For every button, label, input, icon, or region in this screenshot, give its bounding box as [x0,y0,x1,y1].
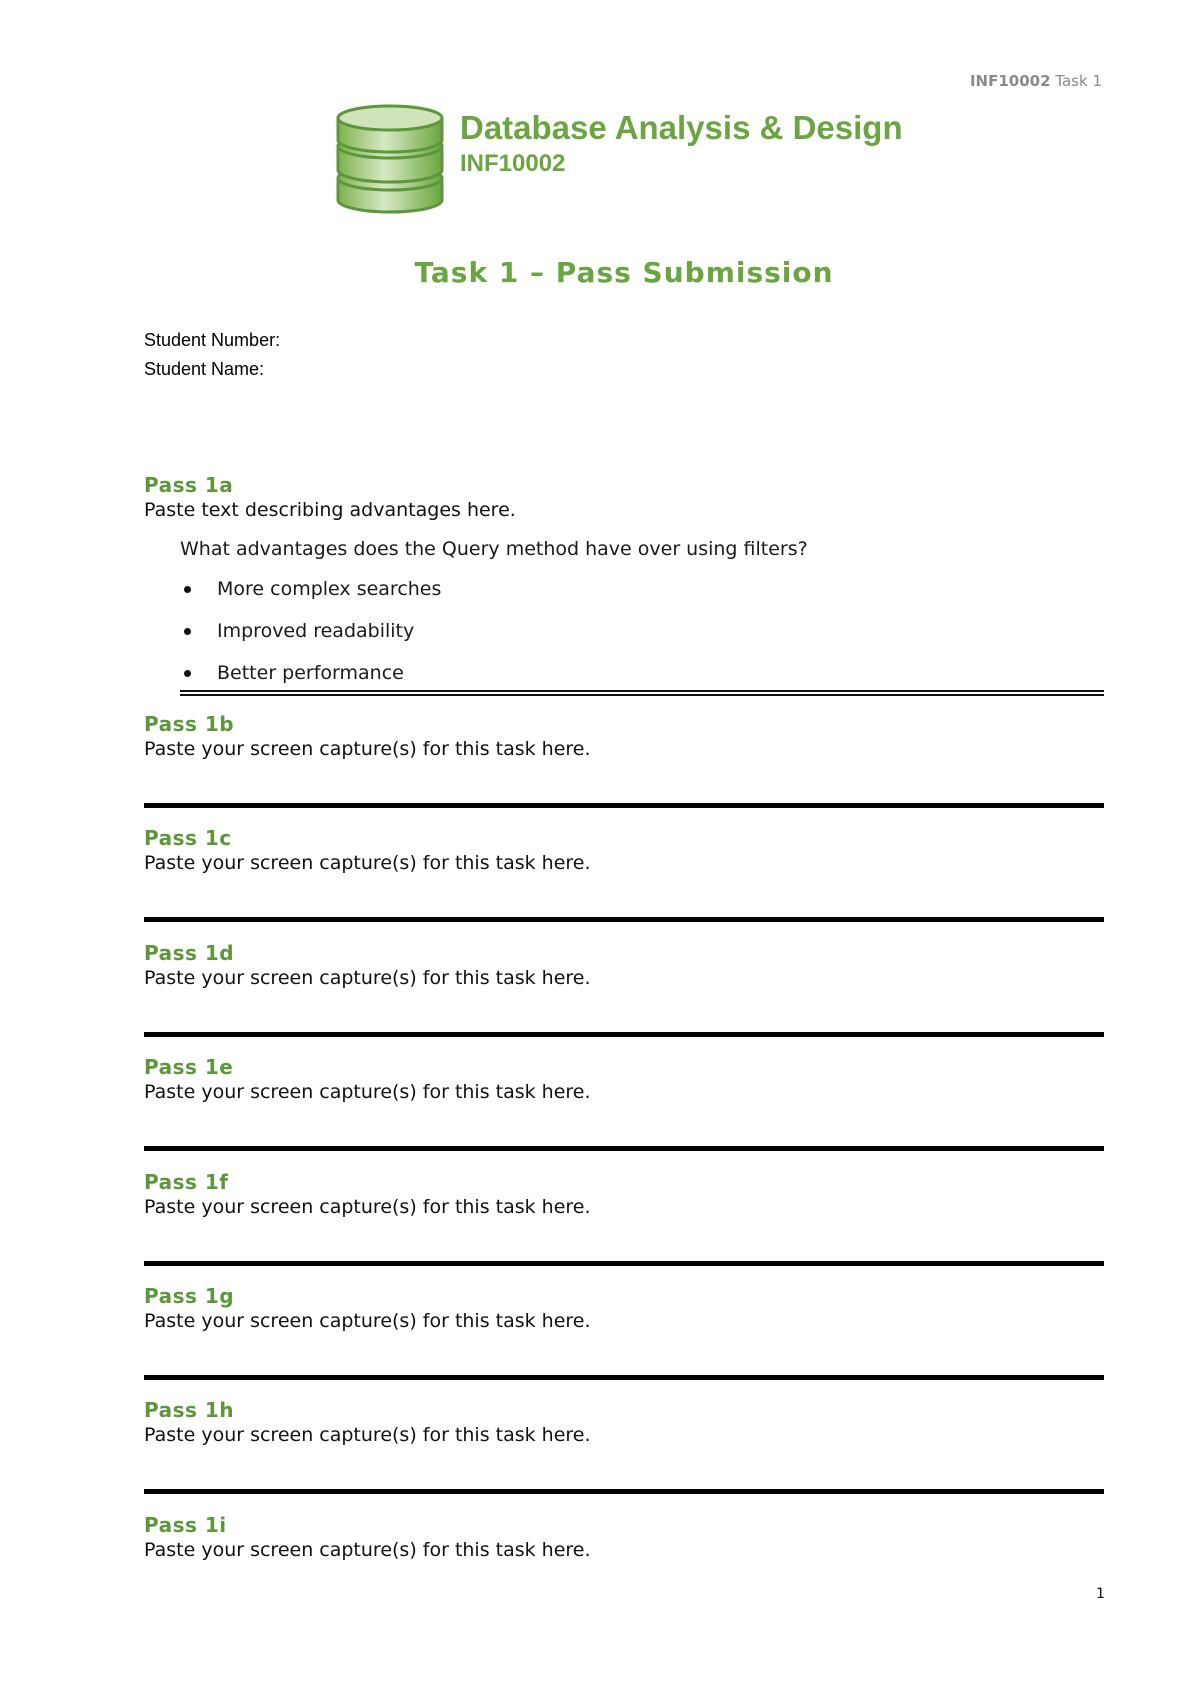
document-title: Task 1 – Pass Submission [414,256,834,289]
section-heading: Pass 1b [144,712,235,736]
header-reference [970,72,1102,90]
section-instruction: Paste your screen capture(s) for this task here. [144,1196,591,1218]
section-instruction: Paste text describing advantages here. [144,499,516,521]
section-pass-1a [144,472,1104,686]
list-item [180,660,1104,686]
section-instruction: Paste your screen capture(s) for this task here. [144,1310,591,1332]
list-item [180,576,1104,602]
header-task-label: Task 1 [1055,72,1102,90]
section-pass-1d [144,940,1104,990]
section-instruction: Paste your screen capture(s) for this task here. [144,1424,591,1446]
page-number: 1 [1096,1586,1105,1602]
answer-list [180,576,1104,686]
logo-subtitle: INF10002 [460,150,566,177]
divider [144,1489,1104,1494]
section-heading: Pass 1e [144,1055,234,1079]
list-item-text: Improved readability [217,620,415,642]
student-number-label: Student Number: [144,330,281,350]
bullet-icon [184,586,191,593]
logo [334,104,904,216]
section-pass-1e [144,1054,1104,1104]
divider [144,917,1104,922]
section-instruction: Paste your screen capture(s) for this task here. [144,1539,591,1561]
section-instruction: Paste your screen capture(s) for this task here. [144,852,591,874]
list-item-text: Better performance [217,662,404,684]
section-instruction: Paste your screen capture(s) for this task here. [144,1081,591,1103]
section-pass-1i [144,1512,1104,1562]
list-item-text: More complex searches [217,578,442,600]
divider-double [144,690,1104,696]
divider [144,803,1104,808]
section-heading: Pass 1h [144,1398,235,1422]
header-course-code: INF10002 [969,72,1051,90]
divider [144,1375,1104,1380]
section-pass-1g [144,1283,1104,1333]
bullet-icon [184,670,191,677]
section-heading: Pass 1i [144,1513,227,1537]
question-text: What advantages does the Query method have over using filters? [180,538,808,560]
section-heading: Pass 1a [144,473,234,497]
database-icon [334,104,446,216]
section-heading: Pass 1c [144,826,232,850]
section-pass-1f [144,1169,1104,1219]
divider [144,1032,1104,1037]
section-heading: Pass 1g [144,1284,235,1308]
section-heading: Pass 1f [144,1170,229,1194]
divider [144,1261,1104,1266]
section-instruction: Paste your screen capture(s) for this task here. [144,738,591,760]
section-pass-1h [144,1397,1104,1447]
list-item [180,618,1104,644]
student-name-label: Student Name: [144,359,265,379]
section-pass-1c [144,825,1104,875]
logo-title: Database Analysis & Design [460,109,903,146]
divider [144,1146,1104,1151]
section-instruction: Paste your screen capture(s) for this task here. [144,967,591,989]
section-pass-1b [144,711,1104,761]
section-heading: Pass 1d [144,941,235,965]
bullet-icon [184,628,191,635]
